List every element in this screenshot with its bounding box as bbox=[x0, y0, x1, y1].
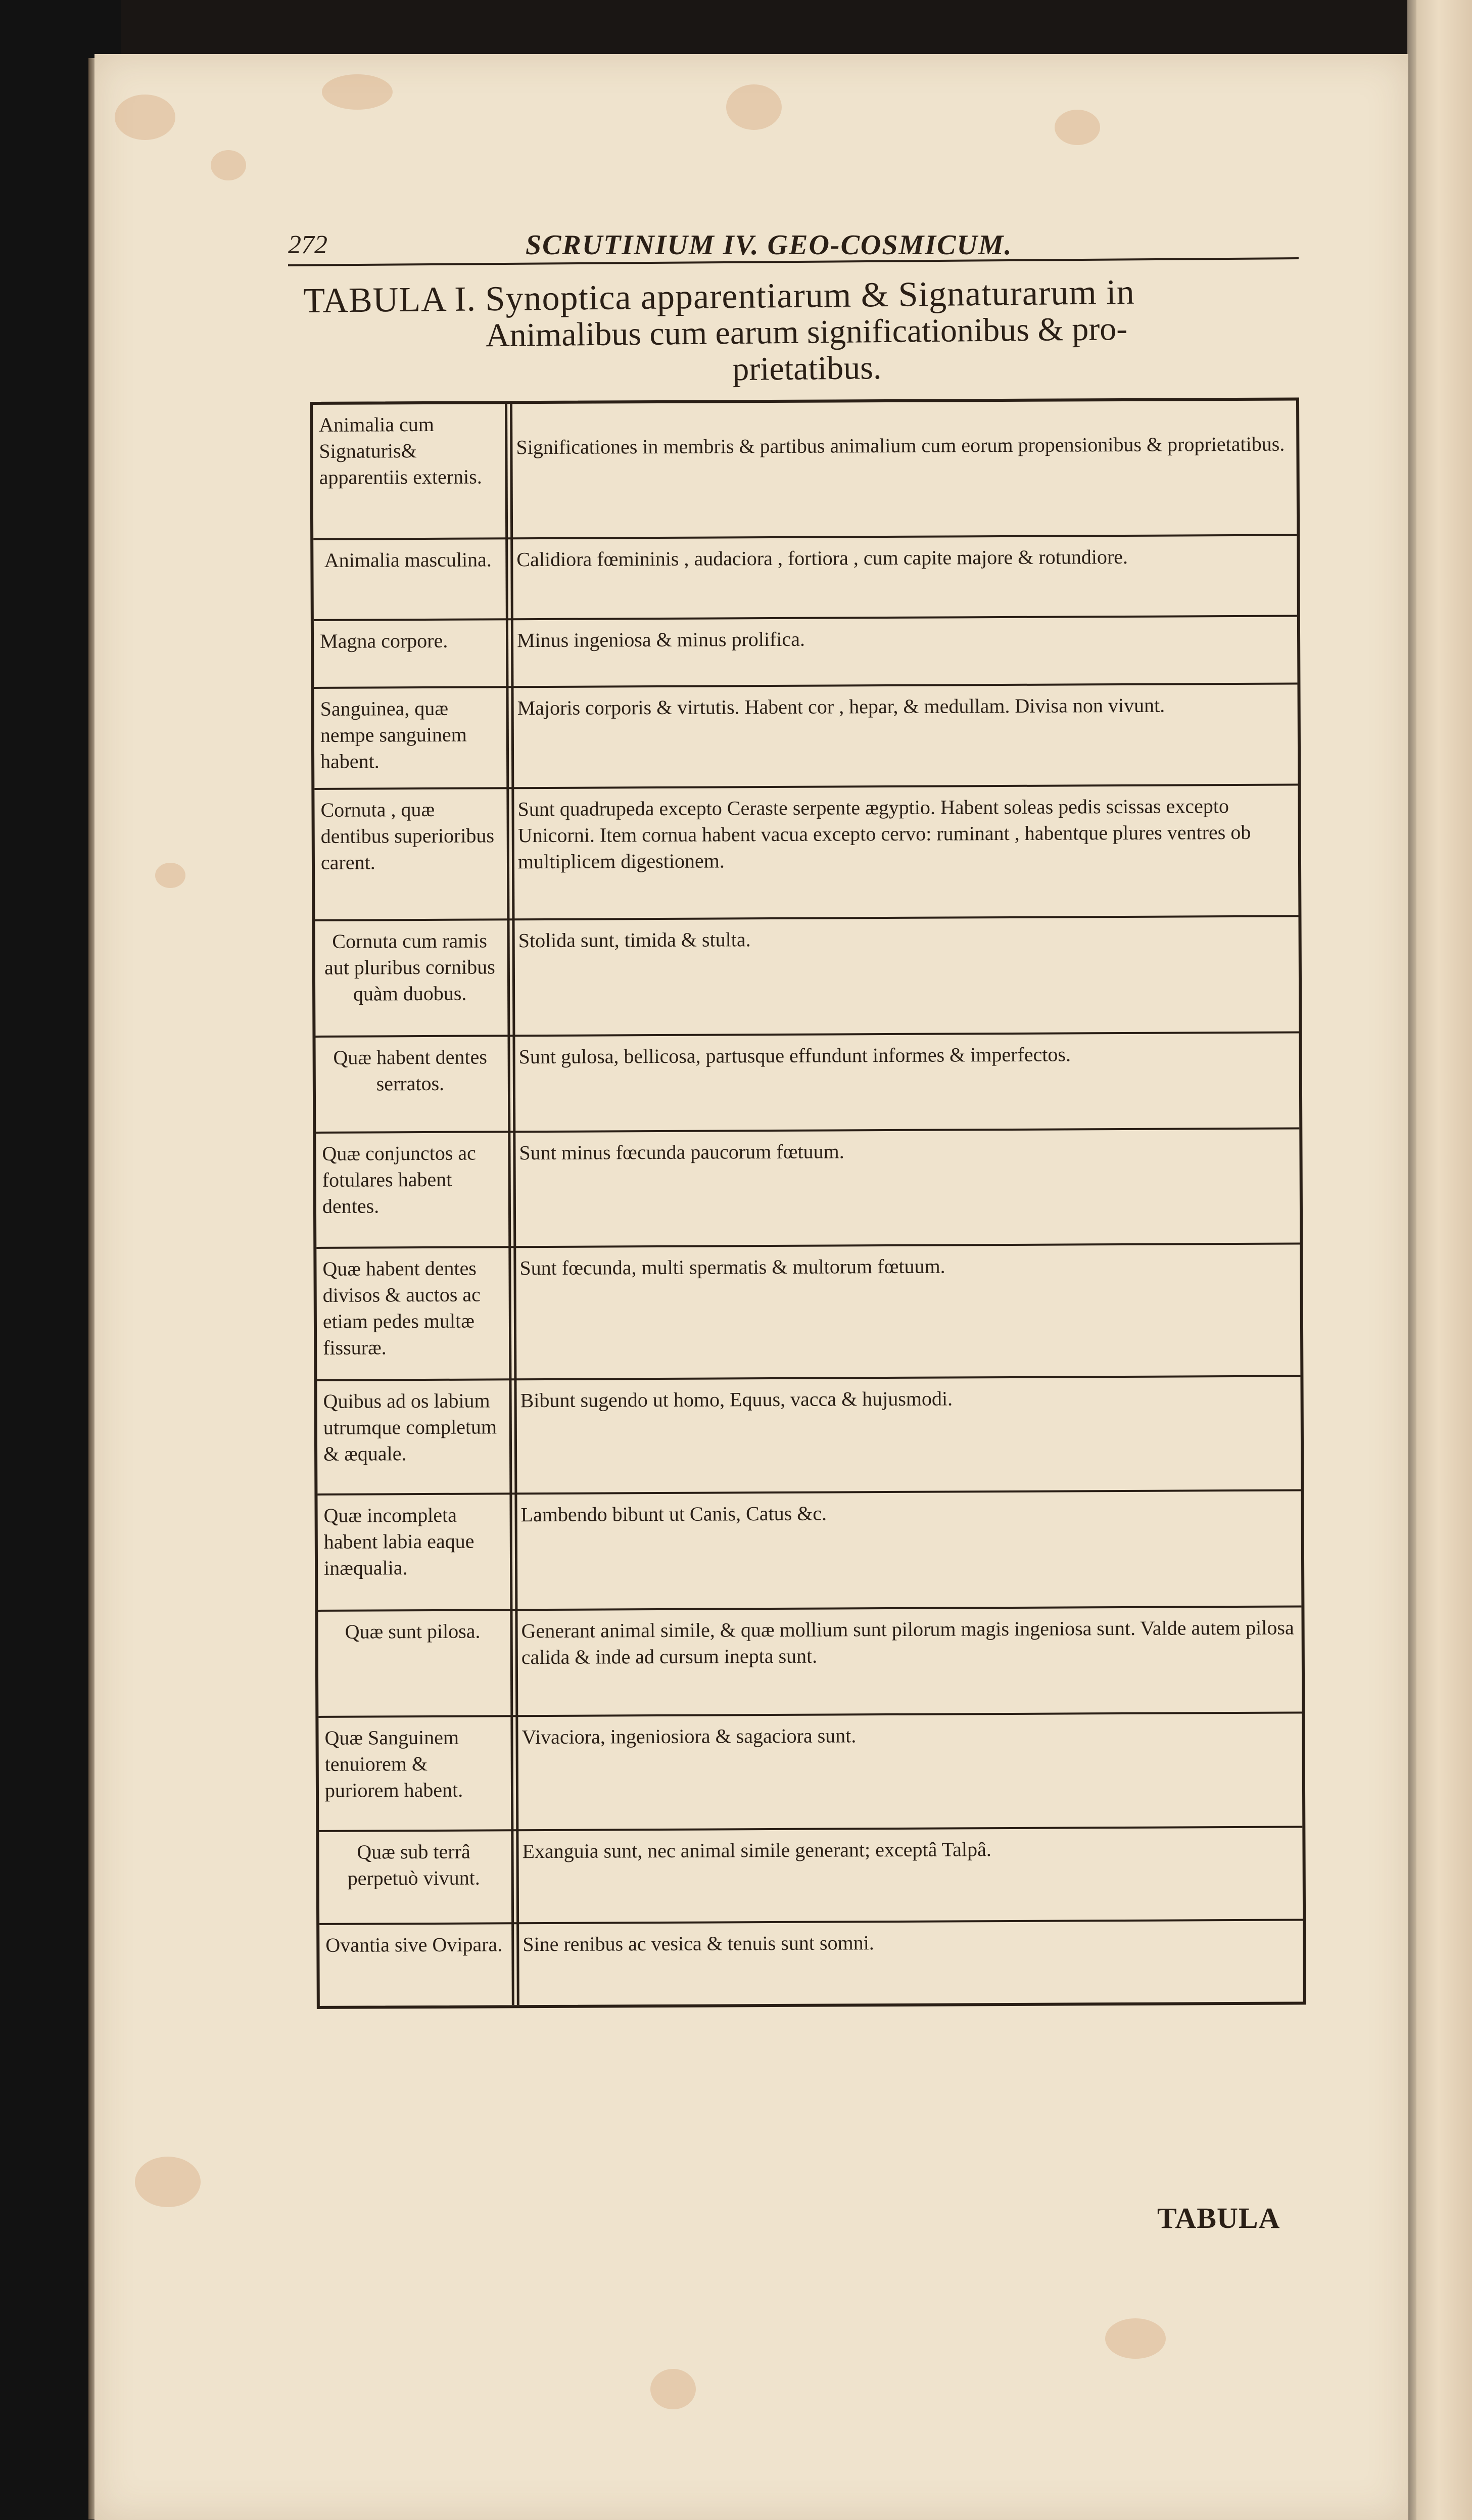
title-line-2: Animalibus cum earum significationibus & pro- bbox=[485, 310, 1128, 354]
row-signification: Bibunt sugendo ut homo, Equus, vacca & hujusmodi. bbox=[520, 1387, 953, 1412]
foxing-spot bbox=[135, 2157, 201, 2207]
table-row bbox=[314, 684, 1298, 789]
adjacent-page bbox=[1416, 0, 1472, 2520]
row-subject: Quæ Sanguinem tenuiorem & puriorem habent. bbox=[324, 1725, 463, 1802]
foxing-spot bbox=[726, 84, 782, 130]
catchword: TABULA bbox=[1157, 2202, 1280, 2234]
row-signification: Exanguia sunt, nec animal simile generant; exceptâ Talpâ. bbox=[522, 1838, 991, 1863]
title-line-1: TABULA I. Synoptica apparentiarum & Signaturarum in bbox=[303, 272, 1135, 320]
row-subject: Magna corpore. bbox=[319, 629, 448, 652]
table-row bbox=[318, 1713, 1302, 1832]
row-subject: Quæ habent dentes divisos & auctos ac etiam pedes multæ fissuræ. bbox=[322, 1256, 481, 1359]
foxing-spot bbox=[155, 863, 185, 888]
row-subject: Quæ sunt pilosa. bbox=[345, 1619, 481, 1643]
row-subject: Sanguinea, quæ nempe sanguinem habent. bbox=[320, 696, 467, 773]
table-row bbox=[318, 1607, 1302, 1717]
row-signification: Majoris corporis & virtutis. Habent cor , hepar, & medullam. Divisa non vivunt. bbox=[517, 693, 1165, 720]
title-line-3: prietatibus. bbox=[732, 349, 882, 388]
row-subject: Quæ sub terrâ perpetuò vivunt. bbox=[347, 1840, 480, 1890]
row-subject: Ovantia sive Ovipara. bbox=[325, 1933, 503, 1956]
foxing-spot bbox=[211, 150, 246, 180]
adjacent-page-edge bbox=[1407, 0, 1416, 2520]
table-row bbox=[316, 1129, 1300, 1248]
row-subject: Cornuta , quæ dentibus superioribus carent. bbox=[320, 798, 495, 874]
row-signification: Stolida sunt, timida & stulta. bbox=[518, 928, 751, 952]
row-subject: Quæ habent dentes serratos. bbox=[333, 1045, 487, 1095]
foxing-spot bbox=[115, 95, 175, 140]
row-signification: Sunt fœcunda, multi spermatis & multorum fœtuum. bbox=[519, 1254, 945, 1280]
row-signification: Sine renibus ac vesica & tenuis sunt somni. bbox=[523, 1931, 874, 1956]
table-row bbox=[316, 1244, 1300, 1381]
row-subject: Quæ incompleta habent labia eaque inæqualia. bbox=[323, 1503, 474, 1579]
row-signification: Sunt minus fœcunda paucorum fœtuum. bbox=[519, 1140, 844, 1164]
row-subject: Quibus ad os labium utrumque completum & æquale. bbox=[323, 1389, 497, 1465]
table-row bbox=[313, 536, 1297, 621]
row-subject: Animalia cum Signaturis& apparentiis externis. bbox=[319, 412, 482, 489]
table-title bbox=[303, 272, 1310, 392]
synoptic-table bbox=[310, 397, 1306, 2009]
row-signification: Sunt gulosa, bellicosa, partusque effundunt informes & imperfectos. bbox=[518, 1043, 1071, 1068]
row-subject: Cornuta cum ramis aut pluribus cornibus quàm duobus. bbox=[324, 929, 495, 1005]
table-row bbox=[317, 1377, 1301, 1495]
table-row bbox=[319, 1921, 1303, 2005]
running-head: SCRUTINIUM IV. GEO-COSMICUM. bbox=[526, 229, 1013, 261]
row-signification: Significationes in membris & partibus animalium cum eorum propensionibus & proprietatibus. bbox=[516, 432, 1285, 459]
table-row bbox=[315, 1033, 1299, 1133]
row-signification: Sunt quadrupeda excepto Ceraste serpente ægyptio. Habent soleas pedis scissas excepto Unicorni. Item cornua habent vacua excepto cervo: ruminant , habentque plures ventres ob multiplicem digestionem. bbox=[517, 795, 1251, 873]
table-row bbox=[314, 617, 1298, 688]
table-row bbox=[317, 1491, 1301, 1611]
table-row bbox=[319, 1828, 1303, 1925]
table-row bbox=[313, 400, 1297, 540]
table-row bbox=[314, 785, 1298, 921]
table-row bbox=[315, 917, 1299, 1037]
foxing-spot bbox=[1105, 2318, 1166, 2359]
row-signification: Vivaciora, ingeniosiora & sagaciora sunt. bbox=[521, 1724, 857, 1749]
row-signification: Minus ingeniosa & minus prolifica. bbox=[516, 627, 805, 652]
row-subject: Animalia masculina. bbox=[324, 548, 492, 572]
foxing-spot bbox=[322, 74, 393, 110]
foxing-spot bbox=[1055, 110, 1100, 145]
row-signification: Generant animal simile, & quæ mollium sunt pilorum magis ingeniosa sunt. Valde autem pilosa calida & inde ad cursum inepta sunt. bbox=[521, 1616, 1294, 1669]
scan-background-top bbox=[0, 0, 1472, 61]
page-header bbox=[288, 230, 1304, 265]
row-signification: Lambendo bibunt ut Canis, Catus &c. bbox=[520, 1502, 827, 1526]
row-subject: Quæ conjunctos ac fotulares habent dentes. bbox=[322, 1141, 476, 1218]
foxing-spot bbox=[650, 2369, 696, 2409]
row-signification: Calidiora fœmininis , audaciora , fortiora , cum capite majore & rotundiore. bbox=[516, 545, 1128, 571]
page-number: 272 bbox=[288, 230, 327, 259]
